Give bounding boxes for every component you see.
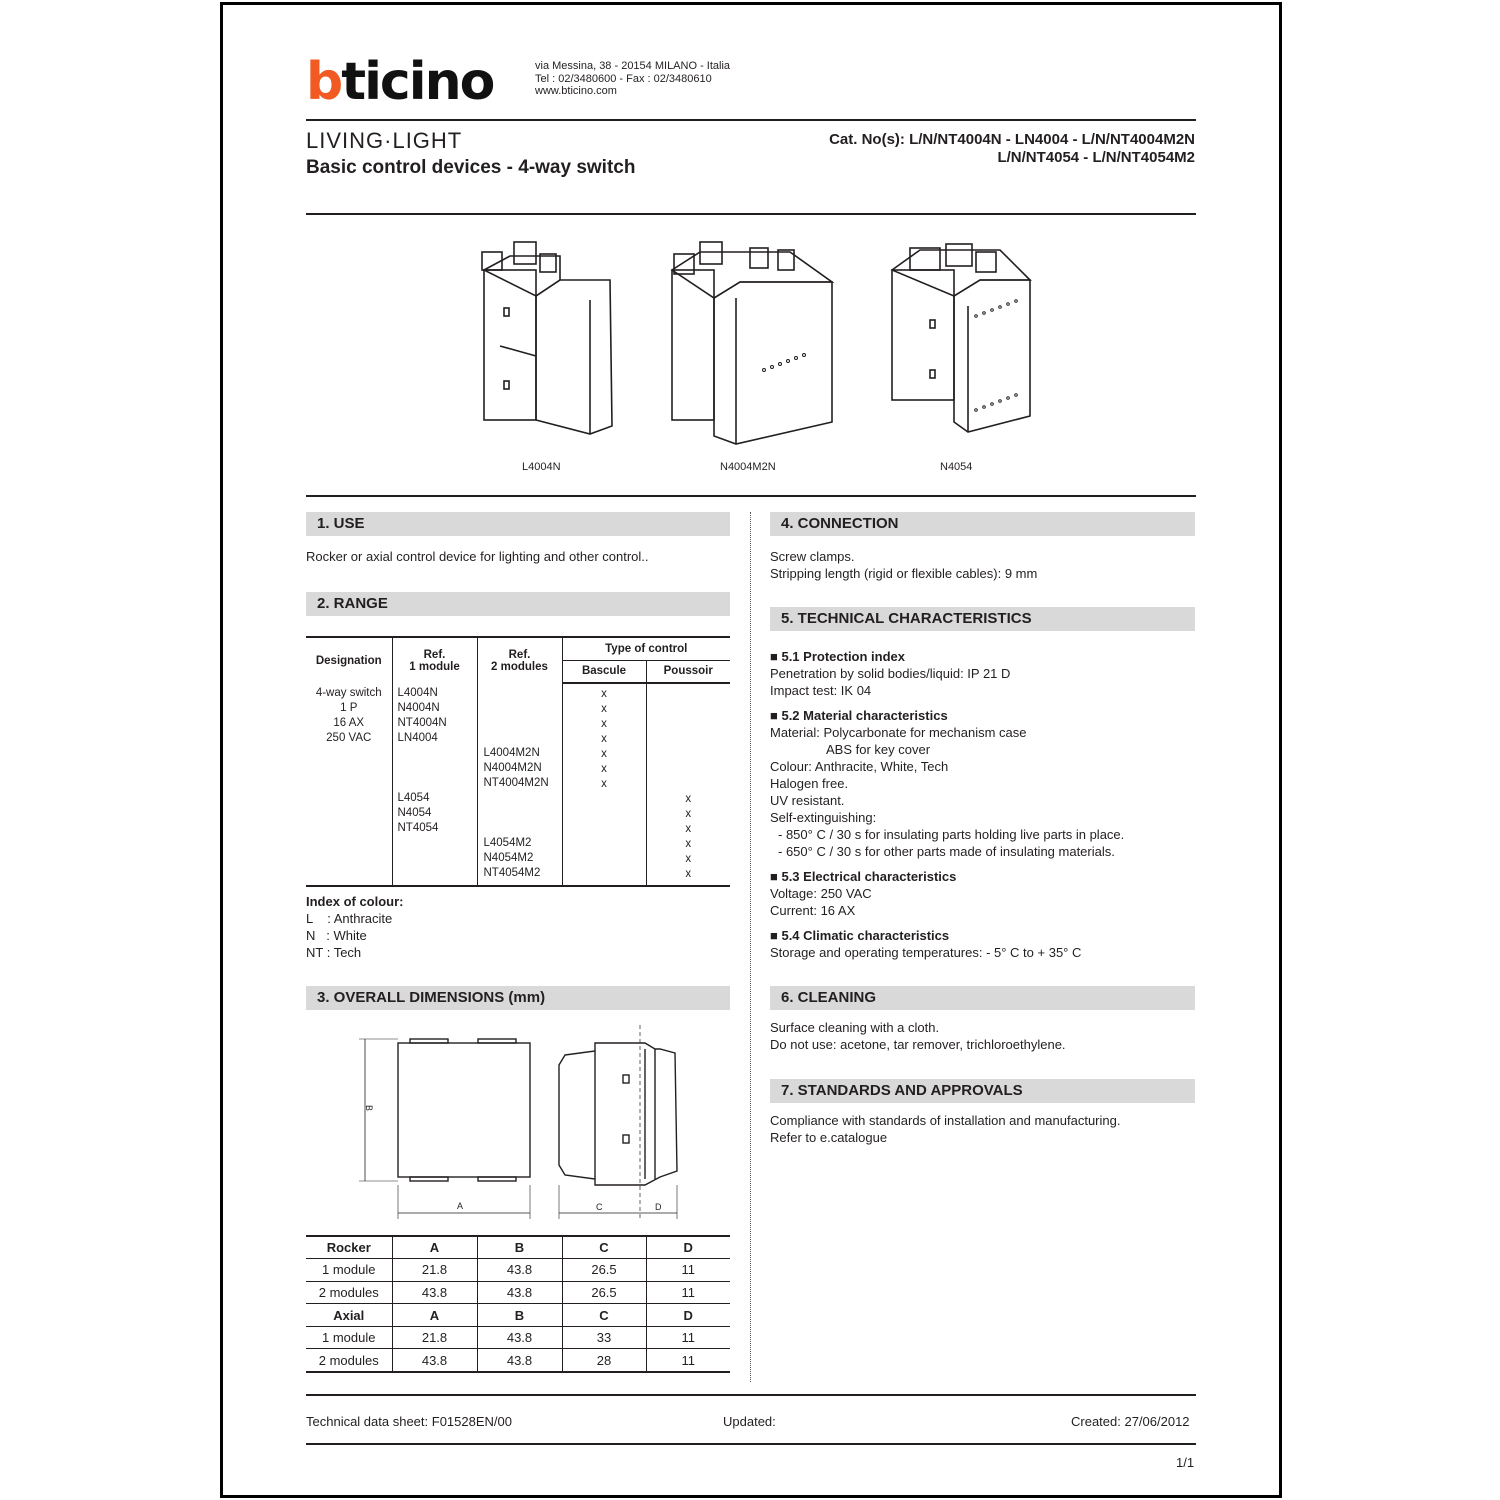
- subsection-title-text: 5.1 Protection index: [781, 649, 906, 664]
- colour-item: L : Anthracite: [306, 911, 393, 926]
- mark: x: [601, 748, 607, 760]
- connection-text: [770, 548, 1037, 582]
- table-cell: 21.8: [392, 1326, 477, 1349]
- mark: x: [685, 823, 692, 835]
- text-line: Self-extinguishing:: [770, 810, 877, 825]
- designation-line: 4-way switch: [315, 687, 382, 699]
- designation-cell: [306, 683, 392, 886]
- subsection-title: ■ 5.2 Material characteristics: [770, 708, 948, 723]
- section-technical-heading: 5. TECHNICAL CHARACTERISTICS: [770, 607, 1195, 631]
- col-ref2-label: Ref.: [508, 648, 531, 661]
- table-cell: 11: [646, 1349, 730, 1372]
- text-line: Colour: Anthracite, White, Tech: [770, 759, 949, 774]
- table-cell: D: [646, 1304, 730, 1327]
- ref-value: NT4054: [397, 822, 439, 834]
- table-cell: D: [646, 1236, 730, 1259]
- table-cell: 43.8: [477, 1349, 562, 1372]
- text-line: Screw clamps.: [770, 549, 855, 564]
- table-cell: 2 modules: [306, 1281, 392, 1304]
- ref2-cell: [477, 683, 562, 886]
- colour-item: NT : Tech: [306, 945, 362, 960]
- text-line: Penetration by solid bodies/liquid: IP 21 D: [770, 666, 1011, 681]
- ref-value: NT4054M2: [483, 867, 541, 879]
- table-row: [306, 1304, 730, 1327]
- designation-line: 16 AX: [333, 717, 365, 729]
- subsection-title-text: 5.2 Material characteristics: [781, 708, 948, 723]
- table-cell: 2 modules: [306, 1349, 392, 1372]
- section-use-heading: 1. USE: [306, 512, 730, 536]
- table-cell: 43.8: [477, 1259, 562, 1282]
- text-line: Surface cleaning with a cloth.: [770, 1020, 940, 1035]
- table-cell: 26.5: [562, 1281, 646, 1304]
- text-line: Voltage: 250 VAC: [770, 886, 872, 901]
- divider: [306, 495, 1196, 497]
- section-connection-heading: 4. CONNECTION: [770, 512, 1195, 536]
- cleaning-text: [770, 1019, 1066, 1053]
- subsection-title: ■ 5.1 Protection index: [770, 649, 906, 664]
- dimensions-table: [306, 1235, 730, 1373]
- table-cell: 11: [646, 1281, 730, 1304]
- table-cell: A: [392, 1236, 477, 1259]
- table-cell: 21.8: [392, 1259, 477, 1282]
- subsection-title-text: 5.4 Climatic characteristics: [781, 928, 950, 943]
- ref-value: N4004M2N: [483, 762, 542, 774]
- text-line: ABS for key cover: [826, 742, 931, 757]
- col-bascule: Bascule: [562, 660, 646, 683]
- module-n4004m2n-drawing: [672, 242, 832, 444]
- mark: x: [601, 688, 607, 700]
- text-line: Storage and operating temperatures: - 5° C to + 35° C: [770, 945, 1082, 960]
- column-divider: [750, 512, 751, 1382]
- mark: x: [601, 733, 607, 745]
- footer-sheet-id: Technical data sheet: F01528EN/00: [306, 1414, 512, 1429]
- catalog-line: Cat. No(s): L/N/NT4004N - LN4004 - L/N/NT4004M2N: [829, 131, 1195, 148]
- mark: x: [685, 853, 692, 865]
- section-range-heading: 2. RANGE: [306, 592, 730, 616]
- text-line: Stripping length (rigid or flexible cables): 9 mm: [770, 566, 1038, 581]
- table-cell: C: [562, 1236, 646, 1259]
- product-label: N4054: [940, 461, 973, 473]
- footer-updated: Updated:: [723, 1414, 776, 1429]
- text-line: Impact test: IK 04: [770, 683, 872, 698]
- use-text: Rocker or axial control device for lighting and other control..: [306, 549, 649, 564]
- colour-item: N : White: [306, 928, 367, 943]
- mark: x: [685, 808, 692, 820]
- table-cell: 28: [562, 1349, 646, 1372]
- colour-index-title: Index of colour:: [306, 894, 404, 909]
- col-ref2: [477, 637, 562, 683]
- section-cleaning-heading: 6. CLEANING: [770, 986, 1195, 1010]
- range-table: [306, 636, 730, 887]
- ref-value: L4004M2N: [483, 747, 540, 759]
- subsection-title: ■ 5.3 Electrical characteristics: [770, 869, 957, 884]
- dim-label-b: B: [364, 1104, 375, 1112]
- ref-value: NT4004M2N: [483, 777, 549, 789]
- divider: [306, 1443, 1196, 1445]
- standards-text: [770, 1112, 1120, 1146]
- table-cell: B: [477, 1304, 562, 1327]
- col-ref2-sub: 2 modules: [491, 660, 548, 673]
- table-row: [306, 1349, 730, 1372]
- col-ref1: [392, 637, 477, 683]
- document-title: Basic control devices - 4-way switch: [306, 157, 636, 178]
- col-poussoir: Poussoir: [646, 660, 730, 683]
- ref-value: NT4004N: [397, 717, 447, 729]
- ref1-cell: [392, 683, 477, 886]
- mark: x: [601, 703, 607, 715]
- ref-value: L4004N: [397, 687, 438, 699]
- module-n4054-drawing: [892, 244, 1030, 432]
- text-line: Material: Polycarbonate for mechanism case: [770, 725, 1027, 740]
- catalog-numbers: [829, 131, 1195, 167]
- product-illustrations: [460, 236, 1040, 448]
- ref-value: N4004N: [397, 702, 440, 714]
- mark: x: [601, 763, 607, 775]
- divider: [306, 213, 1196, 215]
- ref-value: LN4004: [397, 732, 438, 744]
- mark: x: [685, 793, 692, 805]
- module-l4004n-drawing: [482, 242, 612, 434]
- designation-line: 250 VAC: [326, 732, 372, 744]
- section-dimensions-heading: 3. OVERALL DIMENSIONS (mm): [306, 986, 730, 1010]
- bascule-cell: [562, 683, 646, 886]
- text-line: Current: 16 AX: [770, 903, 856, 918]
- company-address: [535, 60, 730, 98]
- col-designation: Designation: [306, 637, 392, 683]
- colour-index: [306, 893, 404, 961]
- table-cell: 43.8: [477, 1281, 562, 1304]
- subsection-title: ■ 5.4 Climatic characteristics: [770, 928, 950, 943]
- dim-label-d: D: [655, 1202, 662, 1212]
- text-line: Halogen free.: [770, 776, 849, 791]
- bticino-logo: bticino: [306, 52, 494, 112]
- product-label: N4004M2N: [720, 461, 776, 473]
- divider: [306, 119, 1196, 121]
- text-line: - 650° C / 30 s for other parts made of insulating materials.: [778, 844, 1115, 859]
- table-cell: 26.5: [562, 1259, 646, 1282]
- ref-value: N4054: [397, 807, 432, 819]
- col-ref1-sub: 1 module: [409, 660, 460, 673]
- page-number: 1/1: [1176, 1455, 1195, 1470]
- table-cell: C: [562, 1304, 646, 1327]
- col-ref1-label: Ref.: [423, 648, 446, 661]
- table-cell: Rocker: [306, 1236, 392, 1259]
- dim-label-c: C: [596, 1202, 603, 1212]
- table-cell: 43.8: [392, 1349, 477, 1372]
- col-type: Type of control: [562, 637, 730, 660]
- table-cell: 33: [562, 1326, 646, 1349]
- table-row: [306, 1281, 730, 1304]
- footer-created: Created: 27/06/2012: [1071, 1414, 1190, 1429]
- text-line: Do not use: acetone, tar remover, trichloroethylene.: [770, 1037, 1066, 1052]
- ref-value: L4054M2: [483, 837, 532, 849]
- table-cell: B: [477, 1236, 562, 1259]
- text-line: UV resistant.: [770, 793, 845, 808]
- poussoir-cell: [646, 683, 730, 886]
- text-line: - 850° C / 30 s for insulating parts holding live parts in place.: [778, 827, 1125, 842]
- table-cell: 43.8: [392, 1281, 477, 1304]
- catalog-line: L/N/NT4054 - L/N/NT4054M2: [997, 149, 1195, 166]
- table-cell: 43.8: [477, 1326, 562, 1349]
- table-cell: 11: [646, 1326, 730, 1349]
- technical-text: [770, 648, 1124, 961]
- product-label: L4004N: [522, 461, 561, 473]
- divider: [306, 1394, 1196, 1396]
- ref-value: L4054: [397, 792, 430, 804]
- ref-value: N4054M2: [483, 852, 534, 864]
- table-row: [306, 1326, 730, 1349]
- table-cell: 1 module: [306, 1259, 392, 1282]
- table-cell: A: [392, 1304, 477, 1327]
- subsection-title-text: 5.3 Electrical characteristics: [781, 869, 957, 884]
- table-cell: 1 module: [306, 1326, 392, 1349]
- section-standards-heading: 7. STANDARDS AND APPROVALS: [770, 1079, 1195, 1103]
- website-line: www.bticino.com: [535, 85, 617, 97]
- mark: x: [601, 718, 607, 730]
- dimension-drawing: [355, 1025, 695, 1220]
- table-row: [306, 1259, 730, 1282]
- mark: x: [601, 778, 607, 790]
- table-cell: Axial: [306, 1304, 392, 1327]
- dim-label-a: A: [457, 1201, 464, 1211]
- address-line: via Messina, 38 - 20154 MILANO - Italia: [535, 60, 731, 72]
- mark: x: [685, 838, 692, 850]
- phone-line: Tel : 02/3480600 - Fax : 02/3480610: [535, 72, 712, 85]
- designation-line: 1 P: [340, 702, 358, 714]
- text-line: Compliance with standards of installation and manufacturing.: [770, 1113, 1121, 1128]
- text-line: Refer to e.catalogue: [770, 1130, 888, 1145]
- mark: x: [685, 868, 692, 880]
- table-row: [306, 1236, 730, 1259]
- brand-name: LIVING·LIGHT: [306, 128, 463, 153]
- table-cell: 11: [646, 1259, 730, 1282]
